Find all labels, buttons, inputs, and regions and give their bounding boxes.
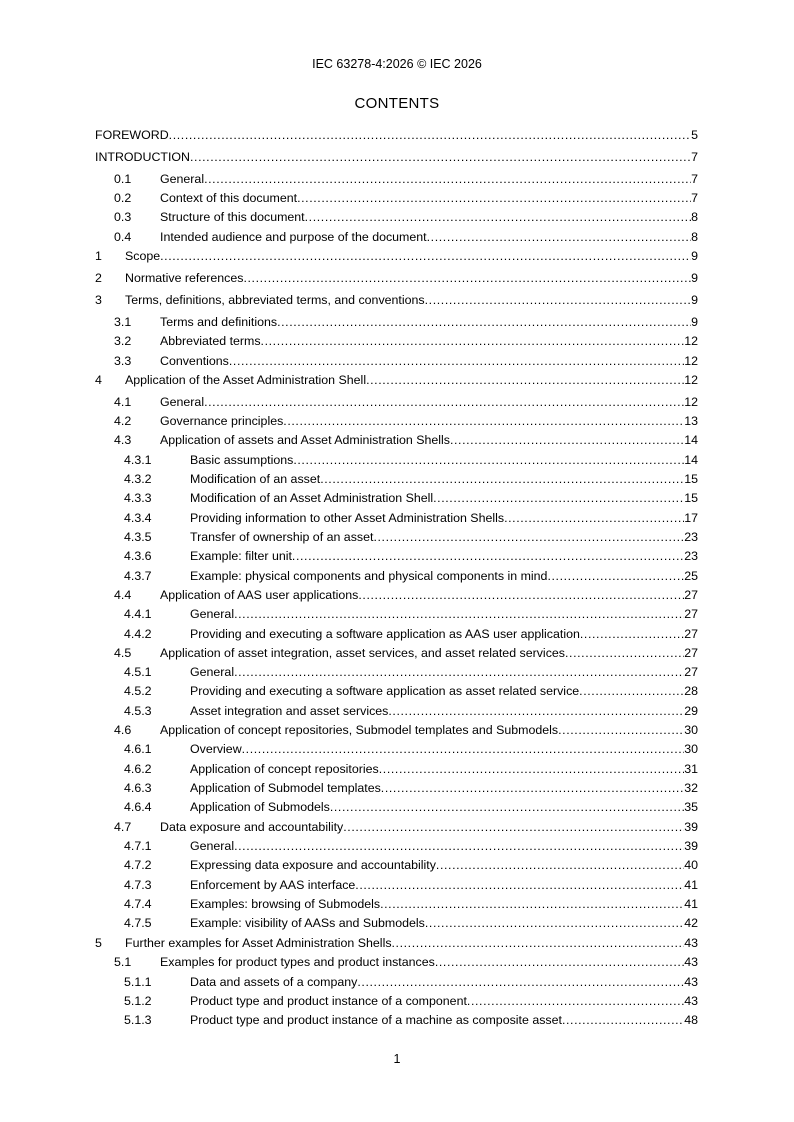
toc-entry[interactable] [114,190,698,206]
toc-dot-leader [388,703,684,719]
toc-entry-title: Structure of this document [160,210,305,224]
toc-dot-leader [242,741,685,757]
toc-entry-page: 48 [684,1013,698,1027]
toc-entry[interactable] [114,587,698,603]
toc-entry-page: 9 [691,249,698,263]
toc-entry-number: 5.1.2 [124,994,152,1008]
toc-entry-page: 27 [684,588,698,602]
toc-entry-title: Asset integration and asset services [190,704,389,718]
toc-entry-number: 4 [95,373,102,387]
toc-entry-page: 9 [691,271,698,285]
toc-entry[interactable] [95,248,698,264]
toc-entry-number: 4.2 [114,414,132,428]
toc-dot-leader [425,915,684,931]
toc-entry-title: Transfer of ownership of an asset [190,530,374,544]
toc-entry[interactable] [95,149,698,165]
toc-dot-leader [450,432,684,448]
toc-entry-number: 1 [95,249,102,263]
toc-entry-number: 4.6.3 [124,781,152,795]
toc-entry-page: 12 [684,354,698,368]
toc-entry[interactable] [124,857,698,873]
toc-dot-leader [355,877,684,893]
toc-dot-leader [330,799,684,815]
toc-dot-leader [169,127,691,143]
toc-dot-leader [343,819,684,835]
toc-dot-leader [580,626,684,642]
toc-entry-page: 28 [684,684,698,698]
toc-entry-number: 4.3.7 [124,569,152,583]
toc-dot-leader [234,838,684,854]
toc-entry-title: Scope [125,249,161,263]
toc-entry[interactable] [124,896,698,912]
toc-entry-number: 4.7.3 [124,878,152,892]
toc-entry-title: Providing information to other Asset Administration Shells [190,511,505,525]
toc-dot-leader [579,683,684,699]
toc-entry-title: FOREWORD [95,128,169,142]
toc-entry-number: 4.6.4 [124,800,152,814]
toc-dot-leader [467,993,684,1009]
toc-entry-page: 43 [684,936,698,950]
toc-dot-leader [190,149,691,165]
toc-entry[interactable] [124,664,698,680]
toc-dot-leader [433,490,684,506]
toc-entry[interactable] [124,799,698,815]
toc-entry-title: Expressing data exposure and accountability [190,858,436,872]
toc-entry-page: 27 [684,627,698,641]
toc-entry[interactable] [124,529,698,545]
toc-entry-page: 41 [684,897,698,911]
toc-entry-title: General [190,839,235,853]
toc-entry[interactable] [114,333,698,349]
toc-entry[interactable] [114,413,698,429]
toc-entry-number: 4.1 [114,395,132,409]
toc-entry-number: 2 [95,271,102,285]
toc-entry-title: Application of concept repositories, Submodel templates and Submodels [160,723,559,737]
toc-entry[interactable] [124,606,698,622]
toc-entry-page: 32 [684,781,698,795]
toc-entry-title: Application of assets and Asset Administration Shells [160,433,450,447]
toc-entry[interactable] [114,954,698,970]
toc-entry-title: Product type and product instance of a component [190,994,467,1008]
toc-entry-page: 23 [684,549,698,563]
toc-dot-leader [366,372,684,388]
toc-entry-number: 4.3 [114,433,132,447]
toc-entry[interactable] [95,935,698,951]
toc-entry-number: 4.7.2 [124,858,152,872]
toc-dot-leader [204,171,691,187]
toc-entry-number: 4.7.5 [124,916,152,930]
toc-entry-number: 4.6.2 [124,762,152,776]
toc-entry-page: 27 [684,607,698,621]
toc-entry[interactable] [95,127,698,143]
toc-dot-leader [297,190,691,206]
toc-entry-page: 27 [684,665,698,679]
toc-entry[interactable] [114,819,698,835]
toc-entry-title: Context of this document [160,191,298,205]
toc-entry-title: INTRODUCTION [95,150,190,164]
toc-entry-page: 15 [684,491,698,505]
toc-dot-leader [229,353,684,369]
toc-entry-page: 7 [691,150,698,164]
toc-entry-number: 0.2 [114,191,132,205]
toc-entry-title: Data exposure and accountability [160,820,344,834]
toc-entry[interactable] [124,548,698,564]
toc-dot-leader [562,1012,684,1028]
toc-entry-number: 4.5.1 [124,665,152,679]
toc-entry-title: Examples: browsing of Submodels [190,897,381,911]
toc-entry-number: 4.3.1 [124,453,152,467]
toc-dot-leader [504,510,684,526]
toc-entry-title: Intended audience and purpose of the document [160,230,427,244]
toc-entry-number: 4.7.1 [124,839,152,853]
toc-entry-page: 41 [684,878,698,892]
toc-dot-leader [305,209,691,225]
toc-dot-leader [160,248,691,264]
toc-entry[interactable] [124,683,698,699]
toc-dot-leader [358,587,684,603]
toc-dot-leader [292,548,684,564]
document-header: IEC 63278-4:2026 © IEC 2026 [312,57,482,71]
toc-entry-title: Product type and product instance of a machine as composite asset [190,1013,562,1027]
toc-entry-page: 8 [691,230,698,244]
toc-entry[interactable] [114,353,698,369]
toc-dot-leader [277,314,691,330]
toc-entry[interactable] [114,722,698,738]
toc-entry[interactable] [124,626,698,642]
toc-entry[interactable] [114,432,698,448]
toc-entry-number: 3 [95,293,102,307]
toc-entry-title: Application of AAS user applications [160,588,359,602]
toc-dot-leader [547,568,684,584]
toc-dot-leader [436,857,684,873]
toc-entry-page: 13 [684,414,698,428]
toc-dot-leader [373,529,684,545]
toc-entry[interactable] [114,229,698,245]
toc-entry[interactable] [95,270,698,286]
toc-entry-title: General [190,607,235,621]
toc-entry-title: Application of asset integration, asset services, and asset related services [160,646,565,660]
toc-entry-title: Modification of an asset [190,472,321,486]
toc-entry-number: 3.1 [114,315,132,329]
toc-dot-leader [320,471,684,487]
toc-dot-leader [558,722,684,738]
toc-entry-page: 17 [684,511,698,525]
toc-entry-title: Enforcement by AAS interface [190,878,356,892]
toc-entry-page: 39 [684,839,698,853]
toc-dot-leader [379,761,684,777]
toc-entry-page: 23 [684,530,698,544]
toc-entry-number: 5.1.3 [124,1013,152,1027]
toc-entry[interactable] [124,974,698,990]
toc-entry-page: 14 [684,453,698,467]
toc-entry-page: 42 [684,916,698,930]
toc-entry-title: Application of Submodels [190,800,330,814]
toc-dot-leader [293,452,684,468]
toc-entry[interactable] [124,761,698,777]
toc-entry-number: 4.7 [114,820,132,834]
toc-entry[interactable] [114,209,698,225]
toc-dot-leader [380,896,684,912]
toc-entry-title: Providing and executing a software application as AAS user application [190,627,580,641]
toc-entry-title: Example: visibility of AASs and Submodels [190,916,425,930]
toc-entry-number: 4.3.2 [124,472,152,486]
toc-dot-leader [234,606,684,622]
toc-dot-leader [234,664,684,680]
toc-entry[interactable] [124,915,698,931]
toc-entry-number: 3.3 [114,354,132,368]
toc-entry-title: Terms, definitions, abbreviated terms, and conventions [125,293,425,307]
toc-entry-title: General [160,172,205,186]
toc-dot-leader [381,780,684,796]
toc-entry-number: 3.2 [114,334,132,348]
toc-entry-title: Modification of an Asset Administration Shell [190,491,434,505]
toc-entry-number: 0.3 [114,210,132,224]
toc-dot-leader [261,333,685,349]
toc-entry-number: 4.4.2 [124,627,152,641]
toc-entry-page: 5 [691,128,698,142]
toc-entry-title: Providing and executing a software application as asset related service [190,684,580,698]
toc-entry-number: 0.1 [114,172,132,186]
toc-entry[interactable] [124,703,698,719]
toc-entry-number: 0.4 [114,230,132,244]
toc-dot-leader [392,935,685,951]
toc-entry-page: 35 [684,800,698,814]
toc-entry-title: Governance principles [160,414,284,428]
toc-entry-number: 4.6.1 [124,742,152,756]
toc-entry[interactable] [124,471,698,487]
toc-entry-page: 43 [684,994,698,1008]
toc-entry[interactable] [124,741,698,757]
toc-entry-number: 5.1 [114,955,132,969]
toc-entry-title: General [190,665,235,679]
page-number: 1 [393,1052,401,1066]
toc-entry-page: 12 [684,334,698,348]
toc-entry-page: 25 [684,569,698,583]
toc-entry-number: 5.1.1 [124,975,152,989]
toc-dot-leader [243,270,691,286]
toc-entry-title: Data and assets of a company [190,975,358,989]
toc-entry-page: 27 [684,646,698,660]
toc-dot-leader [357,974,684,990]
toc-entry-page: 40 [684,858,698,872]
toc-entry[interactable] [124,877,698,893]
toc-entry-number: 5 [95,936,102,950]
toc-entry[interactable] [124,1012,698,1028]
toc-entry-title: Application of Submodel templates [190,781,381,795]
toc-entry-title: Application of concept repositories [190,762,379,776]
toc-entry-number: 4.7.4 [124,897,152,911]
toc-entry-page: 30 [684,742,698,756]
toc-entry[interactable] [95,292,698,308]
toc-entry-page: 7 [691,172,698,186]
toc-entry[interactable] [124,838,698,854]
toc-dot-leader [565,645,684,661]
toc-entry-number: 4.5.2 [124,684,152,698]
toc-entry-page: 39 [684,820,698,834]
toc-entry[interactable] [124,993,698,1009]
toc-entry-title: Conventions [160,354,229,368]
toc-entry[interactable] [114,394,698,410]
toc-entry-page: 12 [684,373,698,387]
toc-entry-page: 14 [684,433,698,447]
toc-entry[interactable] [95,372,698,388]
toc-entry[interactable] [114,645,698,661]
page-title: CONTENTS [354,95,440,112]
toc-entry[interactable] [114,314,698,330]
toc-entry-page: 31 [684,762,698,776]
toc-entry-page: 43 [684,975,698,989]
toc-entry[interactable] [124,780,698,796]
toc-dot-leader [425,292,691,308]
toc-entry-number: 4.3.5 [124,530,152,544]
toc-entry-title: Example: physical components and physical components in mind [190,569,548,583]
toc-dot-leader [427,229,691,245]
toc-entry-title: Application of the Asset Administration Shell [125,373,367,387]
toc-entry-page: 29 [684,704,698,718]
toc-entry-page: 9 [691,315,698,329]
toc-entry-page: 8 [691,210,698,224]
toc-entry-number: 4.4.1 [124,607,152,621]
toc-dot-leader [204,394,684,410]
toc-entry-page: 15 [684,472,698,486]
toc-entry-number: 4.5.3 [124,704,152,718]
toc-entry-page: 7 [691,191,698,205]
toc-entry-page: 30 [684,723,698,737]
toc-entry-number: 4.3.6 [124,549,152,563]
toc-entry[interactable] [114,171,698,187]
toc-entry-title: Normative references [125,271,244,285]
toc-entry-title: Terms and definitions [160,315,278,329]
toc-entry-number: 4.3.4 [124,511,152,525]
toc-entry-title: Example: filter unit [190,549,292,563]
toc-entry-title: Further examples for Asset Administration Shells [125,936,392,950]
toc-entry-title: General [160,395,205,409]
toc-entry-number: 4.3.3 [124,491,152,505]
toc-entry-title: Overview [190,742,242,756]
toc-entry-title: Basic assumptions [190,453,294,467]
toc-entry[interactable] [124,510,698,526]
toc-entry-page: 12 [684,395,698,409]
toc-entry-number: 4.4 [114,588,132,602]
toc-dot-leader [435,954,684,970]
toc-entry[interactable] [124,490,698,506]
toc-entry-title: Examples for product types and product instances [160,955,435,969]
toc-entry-number: 4.6 [114,723,132,737]
toc-entry[interactable] [124,568,698,584]
toc-entry-page: 9 [691,293,698,307]
toc-dot-leader [283,413,684,429]
toc-entry[interactable] [124,452,698,468]
toc-entry-number: 4.5 [114,646,132,660]
toc-entry-page: 43 [684,955,698,969]
toc-entry-title: Abbreviated terms [160,334,261,348]
